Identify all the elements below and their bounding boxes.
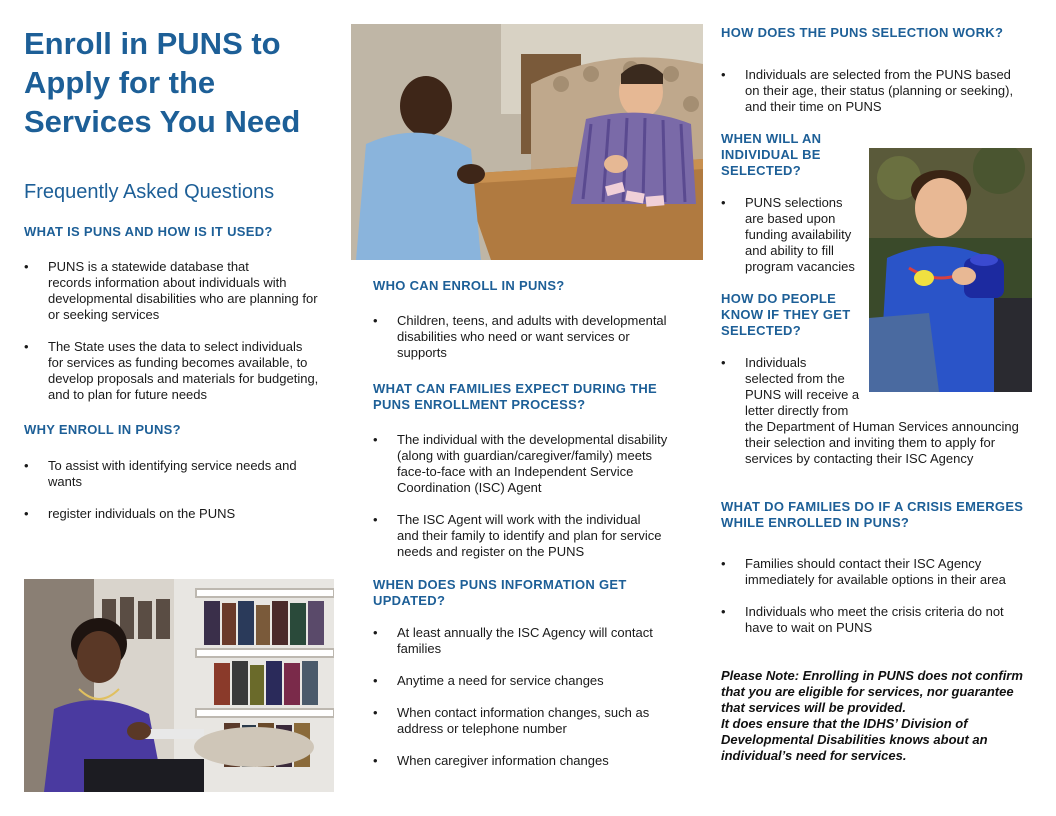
heading-line: WHAT CAN FAMILIES EXPECT DURING THE bbox=[373, 381, 657, 396]
text-line: needs and register on the PUNS bbox=[397, 544, 585, 559]
bullet-icon: • bbox=[24, 259, 29, 274]
bullet-expect-1 bbox=[373, 432, 693, 496]
heading-line: INDIVIDUAL BE bbox=[721, 147, 821, 162]
text-line: Children, teens, and adults with developmental bbox=[397, 313, 667, 328]
bullet-why-2 bbox=[24, 506, 344, 522]
note-line: Developmental Disabilities knows about an bbox=[721, 732, 988, 747]
bullet-icon: • bbox=[373, 512, 378, 527]
text-line: funding availability bbox=[745, 227, 852, 242]
heading-line: KNOW IF THEY GET bbox=[721, 307, 851, 322]
text-line: and ability to fill bbox=[745, 243, 834, 258]
text-line: The individual with the developmental disability bbox=[397, 432, 668, 447]
bullet-icon: • bbox=[373, 705, 378, 720]
text-line: on their age, their status (planning or seeking), bbox=[745, 83, 1014, 98]
bullet-icon: • bbox=[24, 458, 29, 473]
title-line-2: Apply for the bbox=[24, 65, 216, 100]
heading-line: WHAT DO FAMILIES DO IF A CRISIS EMERGES bbox=[721, 499, 1024, 514]
text-line: disabilities who need or want services or bbox=[397, 329, 630, 344]
text-line: Families should contact their ISC Agency bbox=[745, 556, 982, 571]
bullet-updated-3 bbox=[373, 705, 693, 737]
bullet-updated-1 bbox=[373, 625, 693, 657]
text-line: have to wait on PUNS bbox=[745, 620, 873, 635]
text-line: their selection and inviting them to apply for bbox=[745, 435, 996, 450]
text-line: and to plan for future needs bbox=[48, 387, 208, 402]
heading-why-enroll: WHY ENROLL IN PUNS? bbox=[24, 422, 181, 437]
text-line: PUNS will receive a bbox=[745, 387, 860, 402]
page-title bbox=[24, 24, 324, 141]
bullet-what-is-1 bbox=[24, 259, 344, 323]
bullet-icon: • bbox=[373, 673, 378, 688]
bullet-crisis-1 bbox=[721, 556, 1041, 588]
title-line-3: Services You Need bbox=[24, 104, 301, 139]
bullet-icon: • bbox=[373, 753, 378, 768]
note-line: individual’s need for services. bbox=[721, 748, 907, 763]
text-line: PUNS is a statewide database that bbox=[48, 259, 249, 274]
text-line: register individuals on the PUNS bbox=[48, 506, 236, 521]
text-line: the Department of Human Services announcing bbox=[745, 419, 1019, 434]
text-line: (along with guardian/caregiver/family) meets bbox=[397, 448, 653, 463]
text-line: immediately for available options in their area bbox=[745, 572, 1006, 587]
heading-line: WHEN DOES PUNS INFORMATION GET bbox=[373, 577, 627, 592]
heading-line: HOW DO PEOPLE bbox=[721, 291, 837, 306]
note-line: that services will be provided. bbox=[721, 700, 906, 715]
text-line: To assist with identifying service needs and bbox=[48, 458, 297, 473]
text-line: Individuals who meet the crisis criteria do not bbox=[745, 604, 1004, 619]
heading-when-selected bbox=[721, 131, 821, 179]
text-line: Individuals are selected from the PUNS based bbox=[745, 67, 1011, 82]
bullet-why-1 bbox=[24, 458, 344, 490]
bullet-crisis-2 bbox=[721, 604, 1041, 636]
text-line: When caregiver information changes bbox=[397, 753, 609, 768]
text-line: Anytime a need for service changes bbox=[397, 673, 604, 688]
heading-what-is-puns: WHAT IS PUNS AND HOW IS IT USED? bbox=[24, 224, 273, 239]
text-line: Individuals bbox=[745, 355, 807, 370]
please-note bbox=[721, 668, 1041, 764]
bullet-selected-1 bbox=[721, 195, 866, 275]
text-line: The State uses the data to select individuals bbox=[48, 339, 303, 354]
heading-how-selection: HOW DOES THE PUNS SELECTION WORK? bbox=[721, 25, 1004, 40]
bullet-who-1 bbox=[373, 313, 693, 361]
text-line: face-to-face with an Independent Service bbox=[397, 464, 634, 479]
heading-line: SELECTED? bbox=[721, 163, 801, 178]
bullet-icon: • bbox=[373, 625, 378, 640]
photo-woman-at-shelves bbox=[24, 579, 334, 792]
bullet-icon: • bbox=[373, 432, 378, 447]
bullet-icon: • bbox=[721, 67, 726, 82]
heading-crisis bbox=[721, 499, 1023, 531]
text-line: Coordination (ISC) Agent bbox=[397, 480, 542, 495]
bullet-updated-2 bbox=[373, 673, 693, 689]
note-line: It does ensure that the IDHS’ Division of bbox=[721, 716, 968, 731]
text-line: address or telephone number bbox=[397, 721, 567, 736]
text-line: letter directly from bbox=[745, 403, 849, 418]
heading-line: WHILE ENROLLED IN PUNS? bbox=[721, 515, 910, 530]
photo-boy-in-wheelchair bbox=[869, 148, 1032, 392]
text-line: At least annually the ISC Agency will contact bbox=[397, 625, 653, 640]
bullet-what-is-2 bbox=[24, 339, 344, 403]
text-line: records information about individuals with bbox=[48, 275, 287, 290]
bullet-icon: • bbox=[373, 313, 378, 328]
text-line: The ISC Agent will work with the individual bbox=[397, 512, 641, 527]
bullet-icon: • bbox=[721, 195, 726, 210]
heading-how-know bbox=[721, 291, 851, 339]
text-line: families bbox=[397, 641, 442, 656]
bullet-icon: • bbox=[721, 604, 726, 619]
heading-what-expect bbox=[373, 381, 657, 413]
title-line-1: Enroll in PUNS to bbox=[24, 26, 281, 61]
faq-subtitle: Frequently Asked Questions bbox=[24, 181, 275, 203]
bullet-updated-4 bbox=[373, 753, 693, 769]
text-line: for services as funding becomes available, to bbox=[48, 355, 308, 370]
heading-who-can-enroll: WHO CAN ENROLL IN PUNS? bbox=[373, 278, 565, 293]
text-line: PUNS selections bbox=[745, 195, 843, 210]
text-line: or seeking services bbox=[48, 307, 160, 322]
text-line: developmental disabilities who are planning for bbox=[48, 291, 318, 306]
heading-line: SELECTED? bbox=[721, 323, 801, 338]
heading-line: WHEN WILL AN bbox=[721, 131, 822, 146]
text-line: are based upon bbox=[745, 211, 836, 226]
bullet-icon: • bbox=[721, 556, 726, 571]
bullet-icon: • bbox=[24, 339, 29, 354]
text-line: and their family to identify and plan for service bbox=[397, 528, 662, 543]
text-line: services by contacting their ISC Agency bbox=[745, 451, 974, 466]
bullet-icon: • bbox=[24, 506, 29, 521]
photo-men-playing-cards bbox=[351, 24, 703, 260]
bullet-selection-1 bbox=[721, 67, 1041, 115]
bullet-expect-2 bbox=[373, 512, 693, 560]
note-line: Please Note: Enrolling in PUNS does not confirm bbox=[721, 668, 1023, 683]
text-line: When contact information changes, such as bbox=[397, 705, 650, 720]
bullet-icon: • bbox=[721, 355, 726, 370]
text-line: and their time on PUNS bbox=[745, 99, 882, 114]
heading-line: UPDATED? bbox=[373, 593, 446, 608]
heading-line: PUNS ENROLLMENT PROCESS? bbox=[373, 397, 586, 412]
note-line: that you are eligible for services, nor guarantee bbox=[721, 684, 1014, 699]
text-line: program vacancies bbox=[745, 259, 855, 274]
text-line: develop proposals and materials for budgeting, bbox=[48, 371, 319, 386]
text-line: selected from the bbox=[745, 371, 845, 386]
heading-when-updated bbox=[373, 577, 627, 609]
text-line: wants bbox=[48, 474, 82, 489]
text-line: supports bbox=[397, 345, 447, 360]
